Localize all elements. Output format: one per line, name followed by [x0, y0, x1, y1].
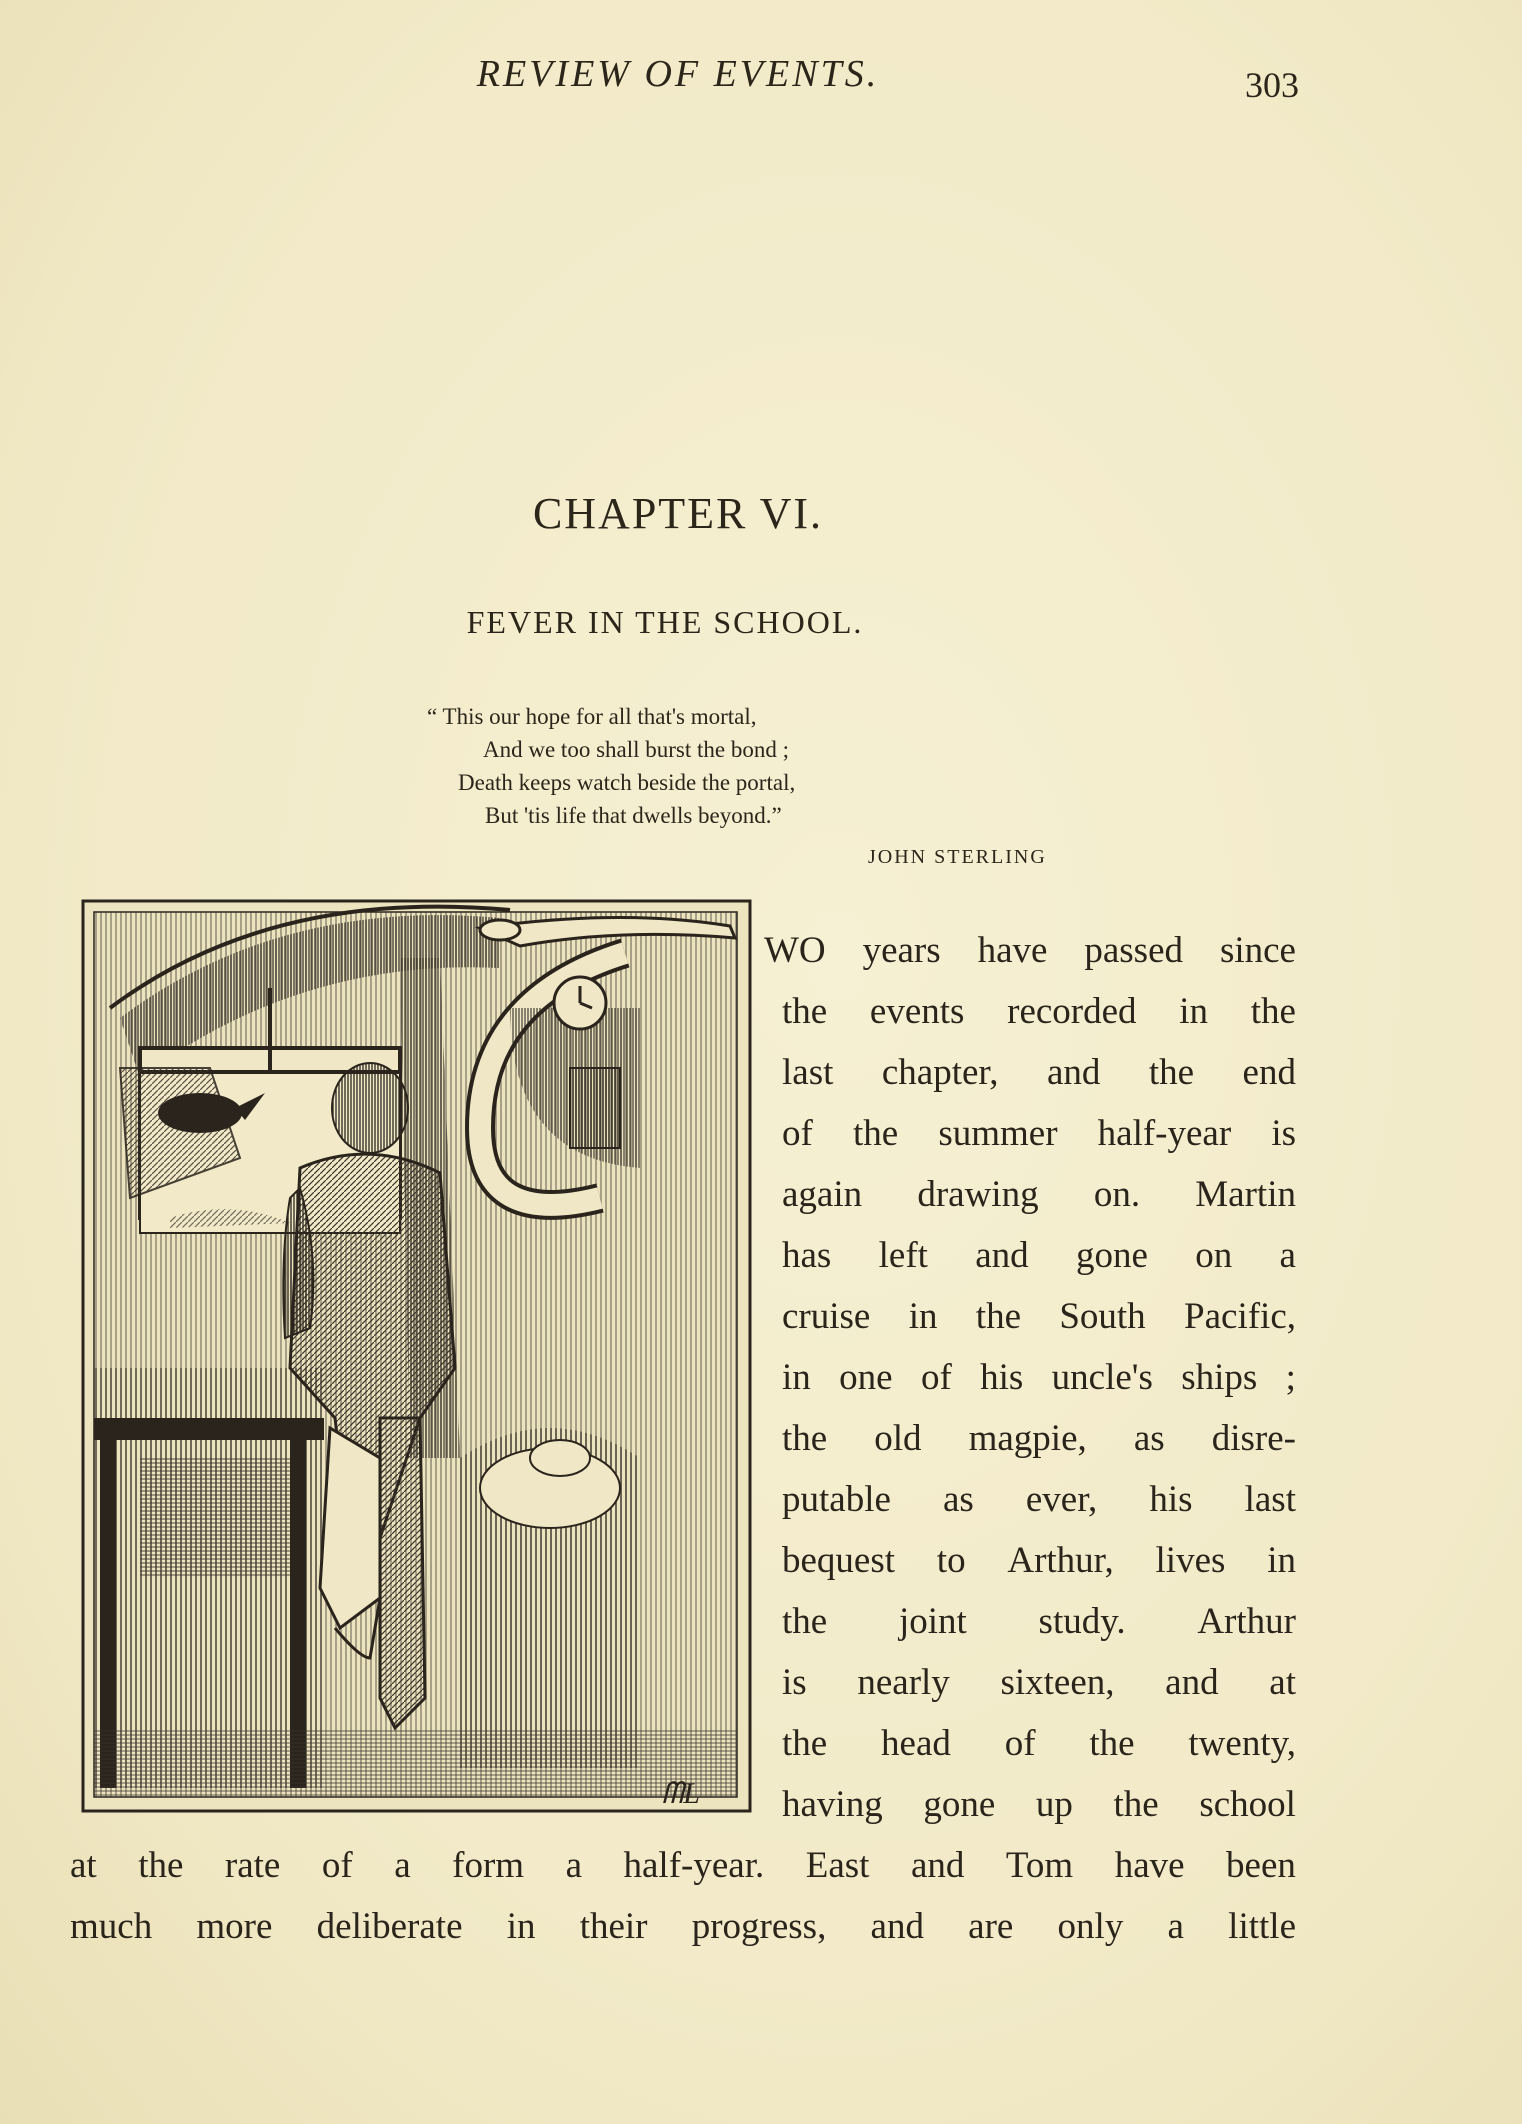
epigraph-line: Death keeps watch beside the portal,: [458, 770, 796, 795]
body-line: in one of his uncle's ships ;: [782, 1357, 1296, 1398]
body-line: bequest to Arthur, lives in: [782, 1540, 1296, 1581]
body-line: has left and gone on a: [782, 1235, 1296, 1276]
body-line: much more deliberate in their progress, and are only a little: [70, 1906, 1296, 1947]
epigraph-line: “ This our hope for all that's mortal,: [427, 704, 757, 729]
chapter-subtitle: FEVER IN THE SCHOOL.: [466, 604, 864, 640]
body-line: having gone up the school: [782, 1784, 1296, 1825]
body-line: the old magpie, as disre-: [782, 1418, 1296, 1459]
chapter-title: CHAPTER VI.: [532, 489, 824, 538]
epigraph: [420, 700, 1120, 832]
body-line: last chapter, and the end: [782, 1052, 1296, 1093]
chapter-illustration: [80, 898, 753, 1820]
epigraph-attribution: JOHN STERLING: [868, 846, 1047, 868]
body-line: WO years have passed since: [764, 930, 1296, 971]
engraver-signature: ᗰL: [661, 1777, 700, 1810]
body-line: putable as ever, his last: [782, 1479, 1296, 1520]
epigraph-line: And we too shall burst the bond ;: [483, 737, 789, 762]
body-line: is nearly sixteen, and at: [782, 1662, 1296, 1703]
body-line: again drawing on. Martin: [782, 1174, 1296, 1215]
page-number: 303: [1245, 65, 1299, 105]
epigraph-line: But 'tis life that dwells beyond.”: [485, 803, 782, 828]
body-line: at the rate of a form a half-year. East and Tom have been: [70, 1845, 1296, 1886]
body-line: the head of the twenty,: [782, 1723, 1296, 1764]
running-head: REVIEW OF EVENTS.: [476, 53, 880, 95]
body-line: cruise in the South Pacific,: [782, 1296, 1296, 1337]
body-line: of the summer half-year is: [782, 1113, 1296, 1154]
body-line: the joint study. Arthur: [782, 1601, 1296, 1642]
body-line: the events recorded in the: [782, 991, 1296, 1032]
